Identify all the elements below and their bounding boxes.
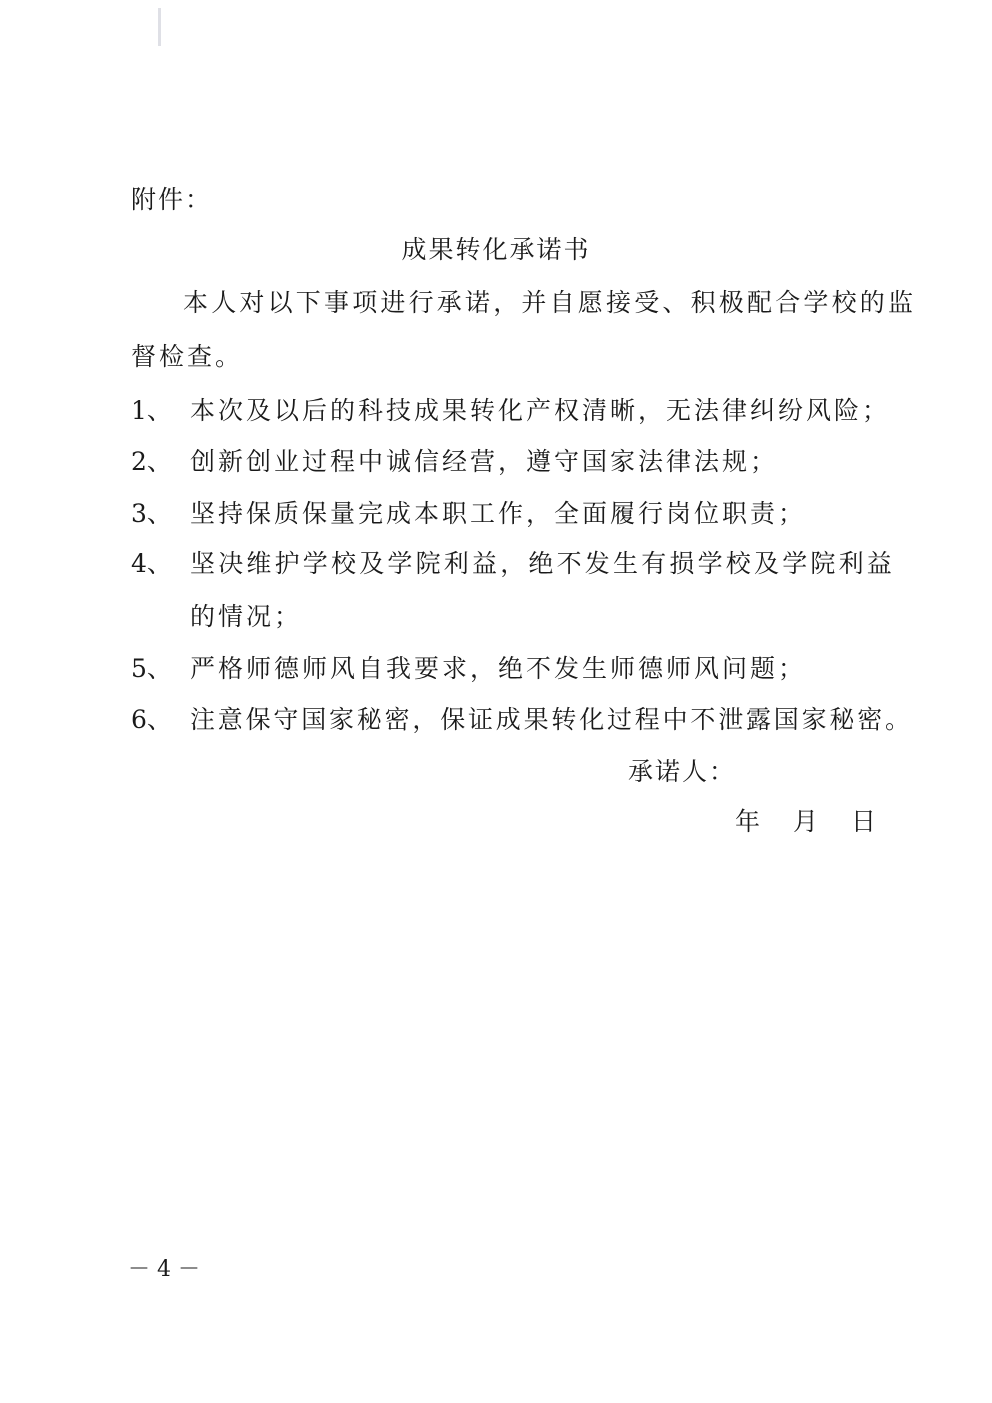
- item-number: 2、: [131, 447, 172, 476]
- month-label: 月: [793, 807, 819, 836]
- attachment-label: 附件：: [131, 185, 213, 214]
- intro-line-2: 督检查。: [131, 342, 244, 371]
- item-number: 3、: [131, 499, 172, 528]
- item-number: 6、: [131, 705, 172, 734]
- item-number: 1、: [131, 396, 172, 425]
- item-number: 5、: [131, 654, 172, 683]
- item-number: 4、: [131, 549, 172, 578]
- item-text: 创新创业过程中诚信经营，遵守国家法律法规；: [190, 447, 779, 476]
- item-text: 注意保守国家秘密，保证成果转化过程中不泄露国家秘密。: [190, 705, 913, 734]
- item-text: 坚持保质保量完成本职工作，全面履行岗位职责；: [190, 499, 807, 528]
- date-line: [735, 806, 876, 838]
- item-text: 严格师德师风自我要求，绝不发生师德师风问题；: [190, 654, 807, 683]
- item-text-continuation: 的情况；: [190, 602, 303, 631]
- scan-mark: [158, 8, 161, 46]
- day-label: 日: [851, 807, 877, 836]
- document-title: 成果转化承诺书: [401, 235, 591, 264]
- signer-label: 承诺人：: [628, 757, 737, 786]
- intro-line-1: 本人对以下事项进行承诺，并自愿接受、积极配合学校的监: [183, 288, 917, 317]
- item-text: 坚决维护学校及学院利益，绝不发生有损学校及学院利益: [190, 549, 896, 578]
- item-text: 本次及以后的科技成果转化产权清晰，无法律纠纷风险；: [190, 396, 891, 425]
- page-number: － 4 －: [128, 1257, 200, 1282]
- year-label: 年: [735, 807, 761, 836]
